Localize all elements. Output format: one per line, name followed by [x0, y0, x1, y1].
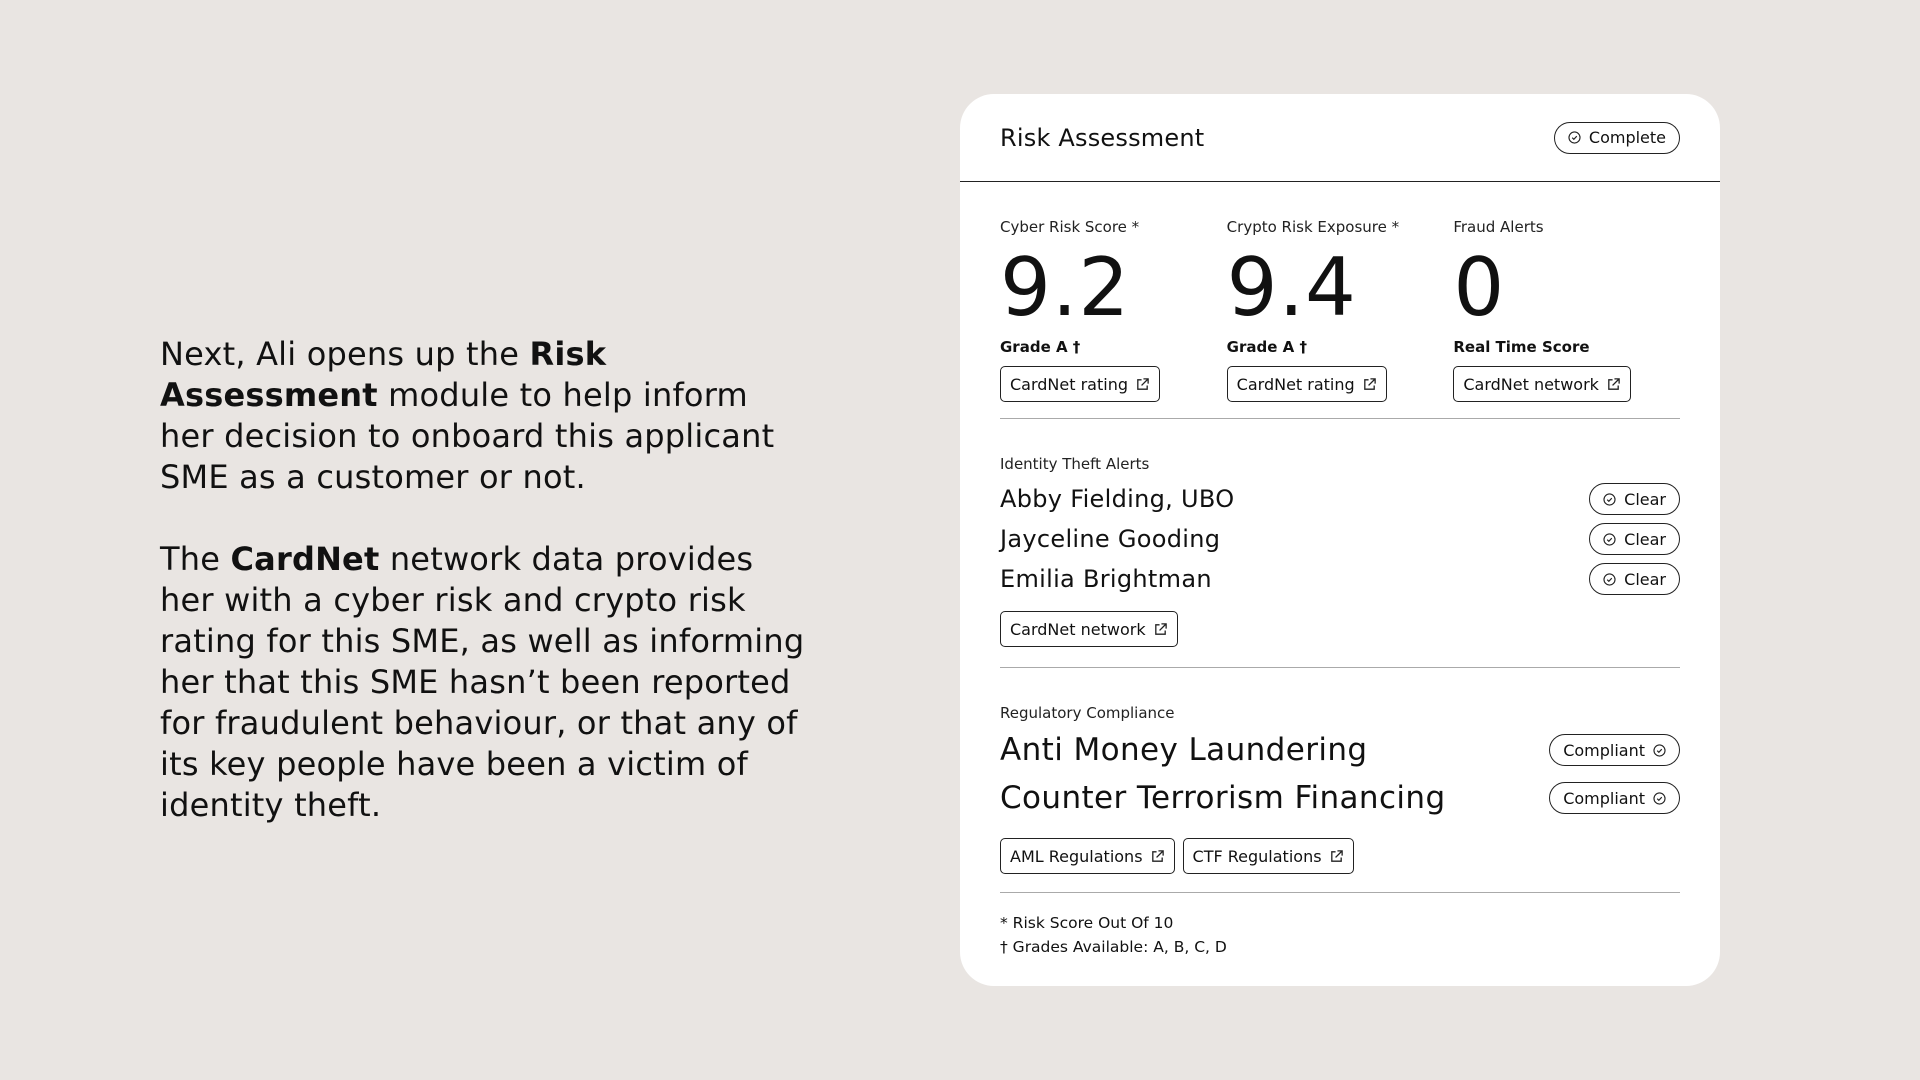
identity-section-label: Identity Theft Alerts: [1000, 455, 1150, 473]
person-name: Abby Fielding, UBO: [1000, 485, 1235, 513]
cardnet-network-link[interactable]: [1453, 366, 1631, 402]
score-sub: Real Time Score: [1453, 338, 1590, 356]
compliant-label: Compliant: [1563, 740, 1645, 760]
score-label: Crypto Risk Exposure *: [1226, 218, 1400, 236]
score-value: 9.2: [1000, 241, 1131, 334]
external-link-icon: [1150, 849, 1165, 864]
intro-p2-highlight: CardNet: [230, 540, 380, 578]
external-link-icon: [1135, 377, 1150, 392]
crypto-risk-exposure: [1227, 218, 1454, 418]
compliance-item-name: Counter Terrorism Financing: [1000, 780, 1446, 816]
card-title: Risk Assessment: [1000, 123, 1205, 152]
score-label: Cyber Risk Score *: [1000, 218, 1140, 236]
external-link-icon: [1606, 377, 1621, 392]
intro-p1-start: Next, Ali opens up the: [160, 335, 530, 373]
identity-theft-section: [1000, 419, 1680, 667]
external-link-icon: [1329, 849, 1344, 864]
identity-row: [1000, 479, 1680, 519]
link-label: AML Regulations: [1010, 846, 1143, 866]
identity-row: [1000, 559, 1680, 599]
status-label: Complete: [1588, 128, 1666, 147]
card-header: [960, 94, 1720, 182]
check-circle-icon: [1653, 792, 1666, 805]
intro-p1-highlight: Risk Assessment: [160, 335, 607, 414]
aml-regulations-link[interactable]: [1000, 838, 1175, 874]
person-name: Jayceline Gooding: [1000, 525, 1221, 553]
external-link-icon: [1362, 377, 1377, 392]
link-label: CardNet network: [1010, 619, 1146, 639]
cardnet-network-link[interactable]: [1000, 611, 1178, 647]
check-circle-icon: [1603, 493, 1616, 506]
score-label: Fraud Alerts: [1453, 218, 1544, 236]
intro-text: [160, 334, 810, 867]
fraud-alerts: [1453, 218, 1680, 418]
regulation-links: [1000, 838, 1680, 874]
cyber-risk-score: [1000, 218, 1227, 418]
compliant-badge[interactable]: [1549, 734, 1680, 766]
status-badge-complete[interactable]: [1554, 122, 1680, 154]
link-label: CardNet network: [1463, 374, 1599, 394]
cardnet-rating-link[interactable]: [1227, 366, 1387, 402]
clear-badge[interactable]: [1589, 563, 1680, 595]
footnote-grades: † Grades Available: A, B, C, D: [1000, 938, 1227, 956]
intro-paragraph-1: [160, 334, 810, 498]
compliance-row: [1000, 774, 1680, 822]
link-label: CTF Regulations: [1192, 846, 1322, 866]
intro-p1-end: module to help inform her decision to onboard this applicant SME as a customer or not.: [160, 376, 775, 496]
clear-label: Clear: [1624, 489, 1666, 509]
compliant-label: Compliant: [1563, 788, 1645, 808]
cardnet-rating-link[interactable]: [1000, 366, 1160, 402]
score-value: 9.4: [1226, 241, 1357, 334]
compliance-item-name: Anti Money Laundering: [1000, 732, 1368, 768]
external-link-icon: [1153, 622, 1168, 637]
score-grade: Grade A †: [1226, 338, 1307, 356]
person-name: Emilia Brightman: [1000, 565, 1212, 593]
risk-assessment-card: [960, 94, 1720, 986]
intro-paragraph-2: [160, 539, 810, 826]
check-circle-icon: [1568, 131, 1581, 144]
clear-label: Clear: [1624, 569, 1666, 589]
identity-row: [1000, 519, 1680, 559]
link-label: CardNet rating: [1010, 374, 1128, 394]
compliant-badge[interactable]: [1549, 782, 1680, 814]
compliance-row: [1000, 726, 1680, 774]
clear-badge[interactable]: [1589, 483, 1680, 515]
check-circle-icon: [1603, 533, 1616, 546]
check-circle-icon: [1653, 744, 1666, 757]
intro-p2-start: The: [160, 540, 231, 578]
clear-label: Clear: [1624, 529, 1666, 549]
score-value: 0: [1453, 241, 1506, 334]
clear-badge[interactable]: [1589, 523, 1680, 555]
intro-p2-end: network data provides her with a cyber risk and crypto risk rating for this SME, as well as informing her that this SME hasn’t been reported for fraudulent behaviour, or that any of its key people have been a victim of identity theft.: [160, 540, 805, 824]
footnotes: [1000, 893, 1680, 959]
link-label: CardNet rating: [1236, 374, 1355, 394]
footnote-risk-score: * Risk Score Out Of 10: [1000, 914, 1174, 932]
ctf-regulations-link[interactable]: [1183, 838, 1354, 874]
regulatory-compliance-section: [1000, 668, 1680, 892]
scores-section: [1000, 182, 1680, 418]
compliance-section-label: Regulatory Compliance: [1000, 704, 1175, 722]
check-circle-icon: [1603, 573, 1616, 586]
score-grade: Grade A †: [1000, 338, 1081, 356]
